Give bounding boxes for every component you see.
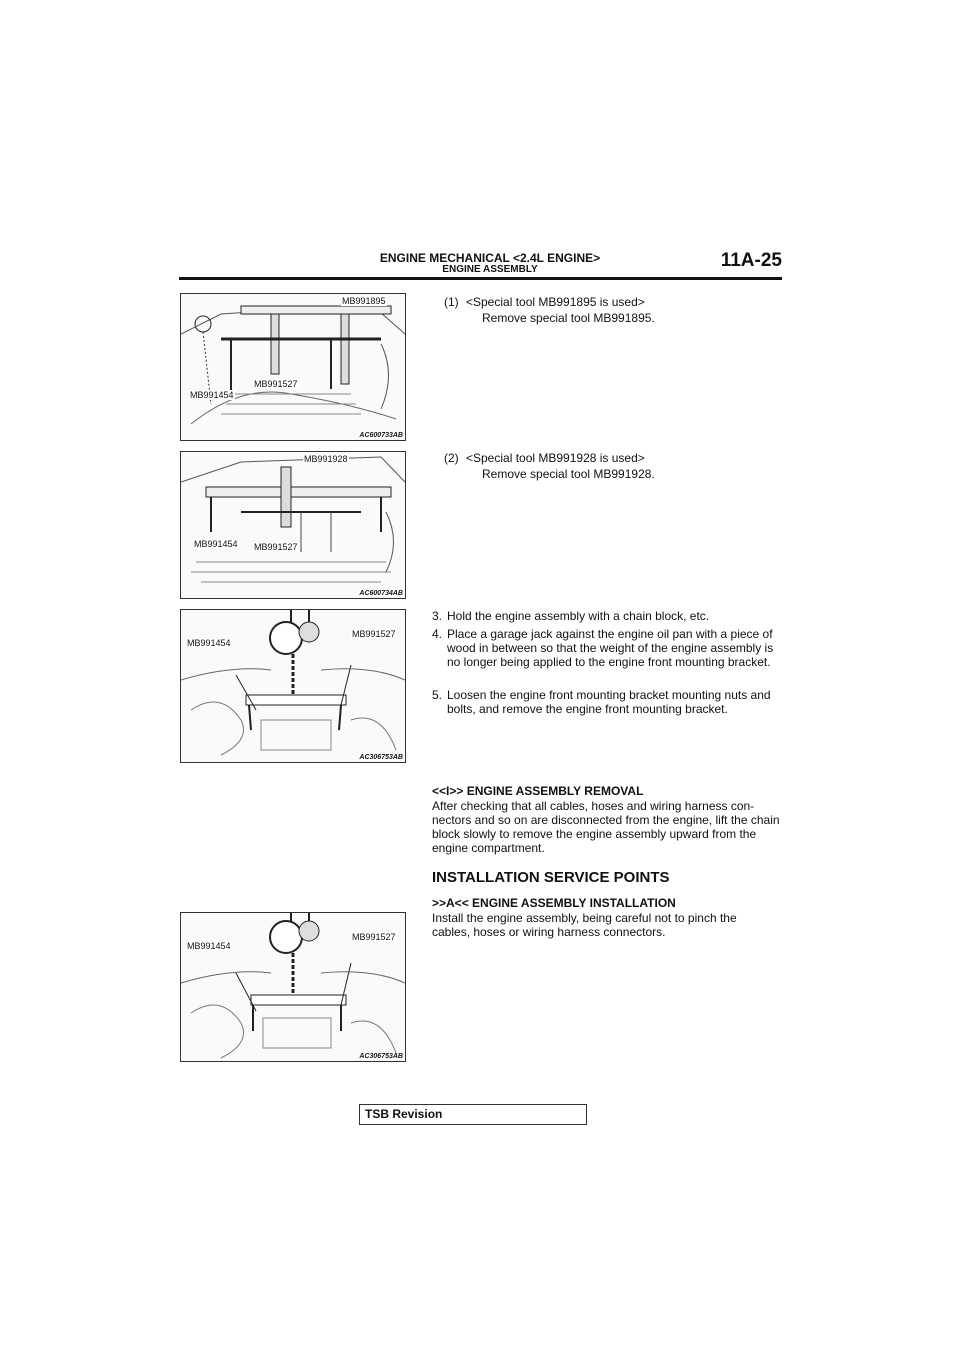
figure-2-code: AC600734AB <box>359 590 403 597</box>
figure-1-engine-hanger-illustration <box>180 293 406 441</box>
figure-1-label-mb991454: MB991454 <box>190 390 234 400</box>
page-code: 11A-25 <box>720 250 782 271</box>
step-5-number: 5. <box>432 688 443 702</box>
tsb-revision-label: TSB Revision <box>365 1107 443 1121</box>
manual-subsection-title: ENGINE ASSEMBLY <box>442 264 538 275</box>
step-1-instruction: Remove special tool MB991895. <box>482 311 655 325</box>
installation-section-title: INSTALLATION SERVICE POINTS <box>432 869 670 886</box>
installation-text: Install the engine assembly, being careful not to pinch the cables, hoses or wiring harness connectors. <box>432 911 737 939</box>
figure-1-code: AC600733AB <box>359 432 403 439</box>
step-2-instruction: Remove special tool MB991928. <box>482 467 655 481</box>
figure-4-label-mb991454: MB991454 <box>187 941 231 951</box>
figure-4-code: AC306753AB <box>359 1053 403 1060</box>
removal-text: After checking that all cables, hoses and wiring harness con-nectors and so on are disconnected from the engine, lift the chain block slowly to remove the engine assembly upward from the engine compartment. <box>432 799 780 855</box>
step-3 <box>432 609 782 623</box>
figure-4-label-mb991527: MB991527 <box>352 932 396 942</box>
step-2-number: (2) <box>444 451 459 465</box>
step-5-text: Loosen the engine front mounting bracket mounting nuts and bolts, and remove the engine front mounting bracket. <box>447 688 771 716</box>
step-1-condition: <Special tool MB991895 is used> <box>466 295 645 309</box>
step-5 <box>432 688 782 716</box>
figure-3-label-mb991454: MB991454 <box>187 638 231 648</box>
figure-2-label-mb991928: MB991928 <box>304 454 348 464</box>
figure-3-label-mb991527: MB991527 <box>352 629 396 639</box>
figure-2-engine-hanger-illustration <box>180 451 406 599</box>
removal-heading: <<I>> ENGINE ASSEMBLY REMOVAL <box>432 784 644 798</box>
installation-heading: >>A<< ENGINE ASSEMBLY INSTALLATION <box>432 896 676 910</box>
header-rule <box>179 277 782 280</box>
figure-1-label-mb991895: MB991895 <box>342 296 386 306</box>
figure-2-label-mb991527: MB991527 <box>254 542 298 552</box>
figure-4-chain-block-illustration <box>180 912 406 1062</box>
figure-2-label-mb991454: MB991454 <box>194 539 238 549</box>
step-2-condition: <Special tool MB991928 is used> <box>466 451 645 465</box>
step-4 <box>432 627 782 669</box>
step-4-text: Place a garage jack against the engine oil pan with a piece of wood in between so that the weight of the engine assembly is no longer being applied to the engine front mounting bracket. <box>447 627 774 669</box>
manual-section-title: ENGINE MECHANICAL <2.4L ENGINE> <box>379 251 601 265</box>
tsb-revision-box <box>359 1104 587 1125</box>
figure-1-label-mb991527: MB991527 <box>254 379 298 389</box>
figure-2-drawing <box>181 452 405 598</box>
step-3-number: 3. <box>432 609 443 623</box>
figure-3-code: AC306753AB <box>359 754 403 761</box>
step-3-text: Hold the engine assembly with a chain block, etc. <box>447 609 710 623</box>
step-1-number: (1) <box>444 295 459 309</box>
figure-1-drawing <box>181 294 405 440</box>
step-4-number: 4. <box>432 627 443 641</box>
figure-3-chain-block-illustration <box>180 609 406 763</box>
